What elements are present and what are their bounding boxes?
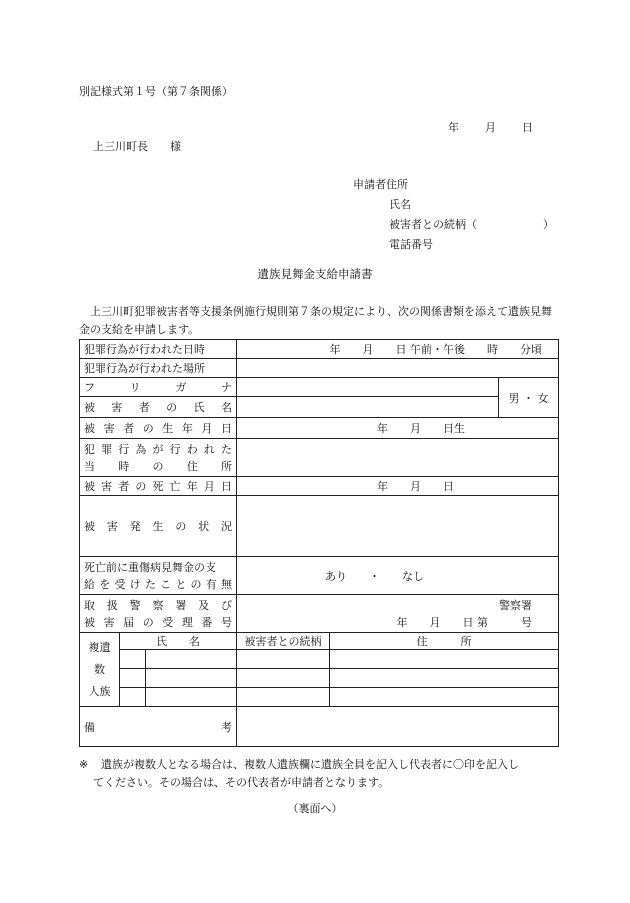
bereaved-address-3[interactable]	[330, 688, 559, 707]
victim-birth-field[interactable]: 年 月 日生	[237, 418, 559, 439]
note-mark: ※	[79, 758, 89, 771]
applicant-relation-label: 被害者との続柄（ ）	[389, 218, 554, 231]
col-address-header: 住 所	[330, 633, 559, 650]
notes	[79, 756, 559, 792]
row-victim-name	[80, 397, 559, 418]
intro-text	[79, 303, 559, 339]
date-month: 月	[485, 121, 496, 134]
bereaved-mark-3[interactable]	[120, 688, 146, 707]
intro-paragraph: 上三川町犯罪被害者等支援条例施行規則第７条の規定により、次の関係書類を添えて遺族見舞金の支給を申請します。	[79, 305, 552, 336]
victim-birth-label: 被 害 者 の 生 年 月 日	[80, 418, 237, 439]
remarks-label: 備 考	[80, 707, 237, 747]
date-day: 日	[522, 121, 533, 134]
address-at-crime-label: 犯 罪 行 為 が 行 わ れ た 当 時 の 住 所	[80, 439, 237, 477]
victim-name-label: 被 害 者 の 氏 名	[80, 397, 237, 418]
row-prior-benefit	[80, 557, 559, 595]
furigana-label: フ リ ガ ナ	[80, 378, 237, 397]
form-reference: 別記様式第１号（第７条関係）	[79, 85, 233, 98]
bereaved-relation-1[interactable]	[237, 650, 330, 669]
crime-place-field[interactable]	[237, 359, 559, 378]
row-multi-header	[80, 633, 559, 650]
applicant-block	[353, 175, 554, 255]
col-relation-header: 被害者との続柄	[237, 633, 330, 650]
row-remarks	[80, 707, 559, 747]
continue-on-back: （裏面へ）	[287, 802, 343, 815]
crime-place-label: 犯罪行為が行われた場所	[80, 359, 237, 378]
bereaved-row-1	[80, 650, 559, 669]
police-field[interactable]: 警察署 年 月 日 第 号	[237, 595, 559, 633]
row-victim-birth	[80, 418, 559, 439]
row-crime-datetime	[80, 340, 559, 359]
bereaved-address-2[interactable]	[330, 669, 559, 688]
remarks-field[interactable]	[237, 707, 559, 747]
victim-name-field[interactable]	[237, 397, 499, 418]
applicant-address-label: 申請者住所	[353, 178, 408, 191]
row-address-at-crime	[80, 439, 559, 477]
damage-field[interactable]	[237, 496, 559, 557]
row-victim-death	[80, 477, 559, 496]
victim-death-label: 被 害 者 の 死 亡 年 月 日	[80, 477, 237, 496]
bereaved-row-3	[80, 688, 559, 707]
applicant-name-label: 氏名	[389, 198, 411, 211]
bereaved-name-2[interactable]	[146, 669, 237, 688]
bereaved-relation-3[interactable]	[237, 688, 330, 707]
sex-field[interactable]: 男 ・ 女	[499, 378, 559, 418]
police-label: 取 扱 警 察 署 及 び 被 害 届 の 受 理 番 号	[80, 595, 237, 633]
victim-death-field[interactable]: 年 月 日	[237, 477, 559, 496]
multi-bereaved-label: 複遺 数 人族	[80, 633, 120, 707]
bereaved-relation-2[interactable]	[237, 669, 330, 688]
document-title: 遺族見舞金支給申請書	[257, 267, 373, 281]
furigana-field[interactable]	[237, 378, 499, 397]
row-damage	[80, 496, 559, 557]
bereaved-mark-1[interactable]	[120, 650, 146, 669]
row-furigana	[80, 378, 559, 397]
address-at-crime-field[interactable]	[237, 439, 559, 477]
prior-benefit-field[interactable]: あり ・ なし	[237, 557, 559, 595]
bereaved-address-1[interactable]	[330, 650, 559, 669]
crime-datetime-field[interactable]: 年 月 日 午前・午後 時 分頃	[237, 340, 559, 359]
addressee: 上三川町長 様	[93, 140, 181, 153]
application-table	[79, 339, 559, 747]
crime-datetime-label: 犯罪行為が行われた日時	[80, 340, 237, 359]
prior-benefit-label: 死亡前に重傷病見舞金の支 給 を 受 け た こ と の 有 無	[80, 557, 237, 595]
submission-date	[448, 119, 533, 135]
note-line-2: てください。その場合は、その代表者が申請者となります。	[93, 776, 390, 789]
col-name-header: 氏 名	[120, 633, 237, 650]
applicant-phone-label: 電話番号	[389, 238, 433, 251]
bereaved-name-1[interactable]	[146, 650, 237, 669]
note-line-1: ※ 遺族が複数人となる場合は、複数人遺族欄に遺族全員を記入し代表者に〇印を記入し	[79, 756, 559, 774]
bereaved-row-2	[80, 669, 559, 688]
date-year: 年	[448, 121, 459, 134]
damage-label: 被 害 発 生 の 状 況	[80, 496, 237, 557]
bereaved-mark-2[interactable]	[120, 669, 146, 688]
row-police	[80, 595, 559, 633]
row-crime-place	[80, 359, 559, 378]
bereaved-name-3[interactable]	[146, 688, 237, 707]
